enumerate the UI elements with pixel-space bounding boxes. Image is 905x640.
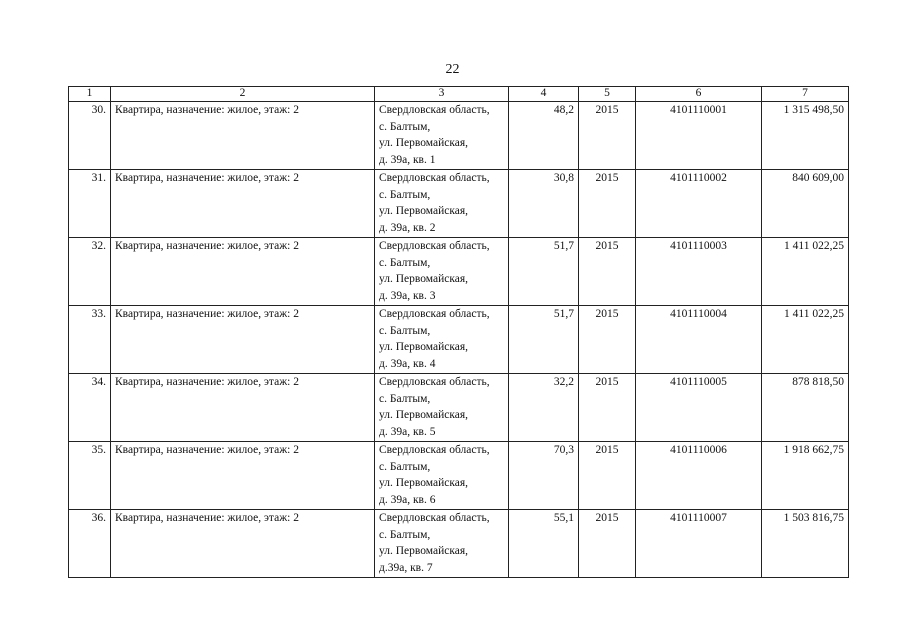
property-table (68, 86, 849, 578)
column-header-7: 7 (762, 87, 849, 102)
address-village: с. Балтым, (379, 188, 431, 201)
address-house: д.39а, кв. 7 (379, 561, 433, 574)
row-number: 31. (69, 170, 111, 238)
address-region: Свердловская область, (379, 172, 490, 184)
object-value: 878 818,50 (762, 374, 849, 442)
address-house: д. 39а, кв. 3 (379, 289, 436, 302)
address-region: Свердловская область, (379, 104, 490, 116)
object-area: 51,7 (509, 306, 579, 374)
table-row (69, 102, 849, 170)
address-village: с. Балтым, (379, 256, 431, 269)
address-street: ул. Первомайская, (379, 545, 469, 557)
object-address (375, 374, 509, 442)
object-address (375, 306, 509, 374)
table-row (69, 510, 849, 578)
column-header-6: 6 (636, 87, 762, 102)
object-year: 2015 (579, 238, 636, 306)
address-village: с. Балтым, (379, 528, 431, 541)
column-header-2: 2 (111, 87, 375, 102)
object-code: 4101110001 (636, 102, 762, 170)
object-code: 4101110005 (636, 374, 762, 442)
object-code: 4101110003 (636, 238, 762, 306)
object-code: 4101110006 (636, 442, 762, 510)
address-street: ул. Первомайская, (379, 273, 469, 285)
table-header-row (69, 87, 849, 102)
table-row (69, 442, 849, 510)
address-village: с. Балтым, (379, 392, 431, 405)
object-name: Квартира, назначение: жилое, этаж: 2 (111, 306, 375, 374)
object-value: 1 411 022,25 (762, 306, 849, 374)
object-value: 1 411 022,25 (762, 238, 849, 306)
object-address (375, 170, 509, 238)
object-area: 30,8 (509, 170, 579, 238)
object-value: 1 918 662,75 (762, 442, 849, 510)
address-house: д. 39а, кв. 1 (379, 153, 436, 166)
object-area: 48,2 (509, 102, 579, 170)
page-number: 22 (445, 62, 460, 77)
address-village: с. Балтым, (379, 324, 431, 337)
column-header-5: 5 (579, 87, 636, 102)
address-region: Свердловская область, (379, 512, 490, 524)
address-region: Свердловская область, (379, 308, 490, 320)
object-area: 51,7 (509, 238, 579, 306)
row-number: 34. (69, 374, 111, 442)
address-street: ул. Первомайская, (379, 477, 469, 489)
object-name: Квартира, назначение: жилое, этаж: 2 (111, 442, 375, 510)
object-name: Квартира, назначение: жилое, этаж: 2 (111, 238, 375, 306)
table-row (69, 238, 849, 306)
address-house: д. 39а, кв. 5 (379, 425, 436, 438)
column-header-4: 4 (509, 87, 579, 102)
column-header-1: 1 (69, 87, 111, 102)
row-number: 32. (69, 238, 111, 306)
table-row (69, 170, 849, 238)
object-code: 4101110004 (636, 306, 762, 374)
object-address (375, 510, 509, 578)
object-value: 1 315 498,50 (762, 102, 849, 170)
object-code: 4101110007 (636, 510, 762, 578)
row-number: 30. (69, 102, 111, 170)
table-row (69, 374, 849, 442)
address-street: ул. Первомайская, (379, 409, 469, 421)
object-year: 2015 (579, 510, 636, 578)
object-name: Квартира, назначение: жилое, этаж: 2 (111, 102, 375, 170)
object-code: 4101110002 (636, 170, 762, 238)
row-number: 36. (69, 510, 111, 578)
object-area: 55,1 (509, 510, 579, 578)
object-year: 2015 (579, 442, 636, 510)
address-street: ул. Первомайская, (379, 205, 469, 217)
object-value: 840 609,00 (762, 170, 849, 238)
address-house: д. 39а, кв. 4 (379, 357, 436, 370)
object-year: 2015 (579, 374, 636, 442)
row-number: 35. (69, 442, 111, 510)
address-village: с. Балтым, (379, 460, 431, 473)
column-header-3: 3 (375, 87, 509, 102)
object-address (375, 102, 509, 170)
object-year: 2015 (579, 306, 636, 374)
address-region: Свердловская область, (379, 240, 490, 252)
address-region: Свердловская область, (379, 376, 490, 388)
object-area: 32,2 (509, 374, 579, 442)
object-name: Квартира, назначение: жилое, этаж: 2 (111, 170, 375, 238)
address-region: Свердловская область, (379, 444, 490, 456)
address-street: ул. Первомайская, (379, 137, 469, 149)
address-village: с. Балтым, (379, 120, 431, 133)
table-row (69, 306, 849, 374)
object-address (375, 238, 509, 306)
object-year: 2015 (579, 102, 636, 170)
object-name: Квартира, назначение: жилое, этаж: 2 (111, 510, 375, 578)
row-number: 33. (69, 306, 111, 374)
object-area: 70,3 (509, 442, 579, 510)
address-street: ул. Первомайская, (379, 341, 469, 353)
object-value: 1 503 816,75 (762, 510, 849, 578)
object-year: 2015 (579, 170, 636, 238)
address-house: д. 39а, кв. 6 (379, 493, 436, 506)
object-name: Квартира, назначение: жилое, этаж: 2 (111, 374, 375, 442)
address-house: д. 39а, кв. 2 (379, 221, 436, 234)
object-address (375, 442, 509, 510)
